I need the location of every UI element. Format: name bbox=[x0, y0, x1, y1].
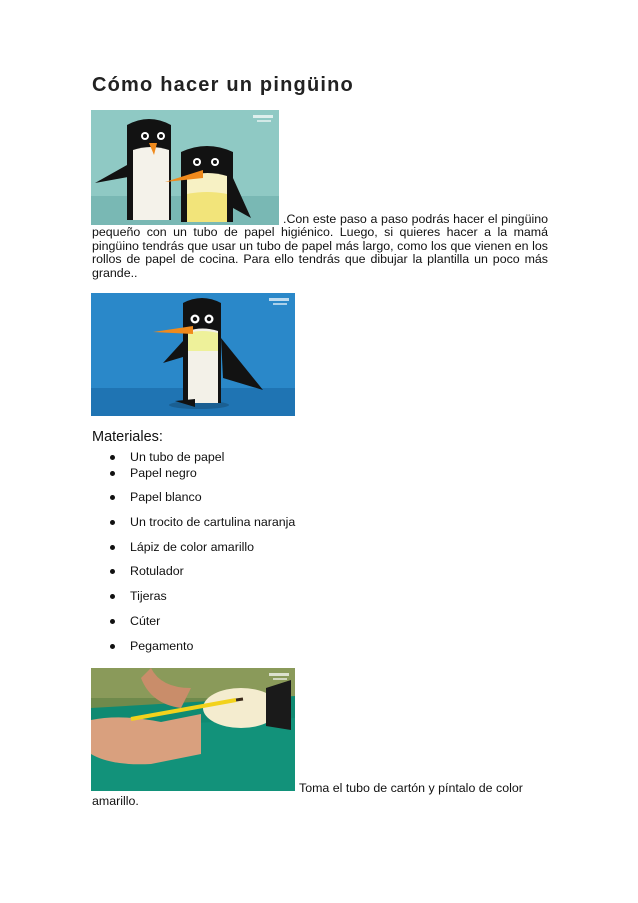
document-title: Cómo hacer un pingüino bbox=[92, 74, 354, 96]
intro-paragraph bbox=[92, 213, 548, 280]
photo-coloring-tube bbox=[91, 668, 295, 791]
photo-two-penguins bbox=[91, 110, 279, 225]
materials-heading: Materiales: bbox=[92, 429, 163, 445]
bullet-icon bbox=[110, 644, 115, 649]
list-item: Cúter bbox=[110, 613, 295, 629]
bullet-icon bbox=[110, 455, 115, 460]
bullet-icon bbox=[110, 471, 115, 476]
intro-text: .Con este paso a paso podrás hacer el pingüino pequeño con un tubo de papel higiénico. Luego, si quieres hacer a la mamá pingüino tendrás que usar un tubo de papel más largo, como los que vienen en los rollos de papel de cocina. Para ello tendrás que dibujar la plantilla un poco más grande.. bbox=[92, 212, 548, 280]
step-text: Toma el tubo de cartón y píntalo de color amarillo. bbox=[92, 781, 523, 809]
step-paragraph bbox=[92, 782, 542, 809]
photo-single-penguin bbox=[91, 293, 295, 416]
list-item: Pegamento bbox=[110, 638, 295, 654]
list-item: Lápiz de color amarillo bbox=[110, 539, 295, 555]
materials-list bbox=[110, 449, 295, 654]
list-item: Tijeras bbox=[110, 588, 295, 604]
list-item: Papel blanco bbox=[110, 489, 295, 505]
list-item: Papel negro bbox=[110, 465, 295, 481]
list-item: Un trocito de cartulina naranja bbox=[110, 514, 295, 530]
bullet-icon bbox=[110, 520, 115, 525]
list-item: Un tubo de papel bbox=[110, 449, 295, 465]
bullet-icon bbox=[110, 569, 115, 574]
bullet-icon bbox=[110, 619, 115, 624]
bullet-icon bbox=[110, 545, 115, 550]
bullet-icon bbox=[110, 594, 115, 599]
bullet-icon bbox=[110, 495, 115, 500]
list-item: Rotulador bbox=[110, 563, 295, 579]
